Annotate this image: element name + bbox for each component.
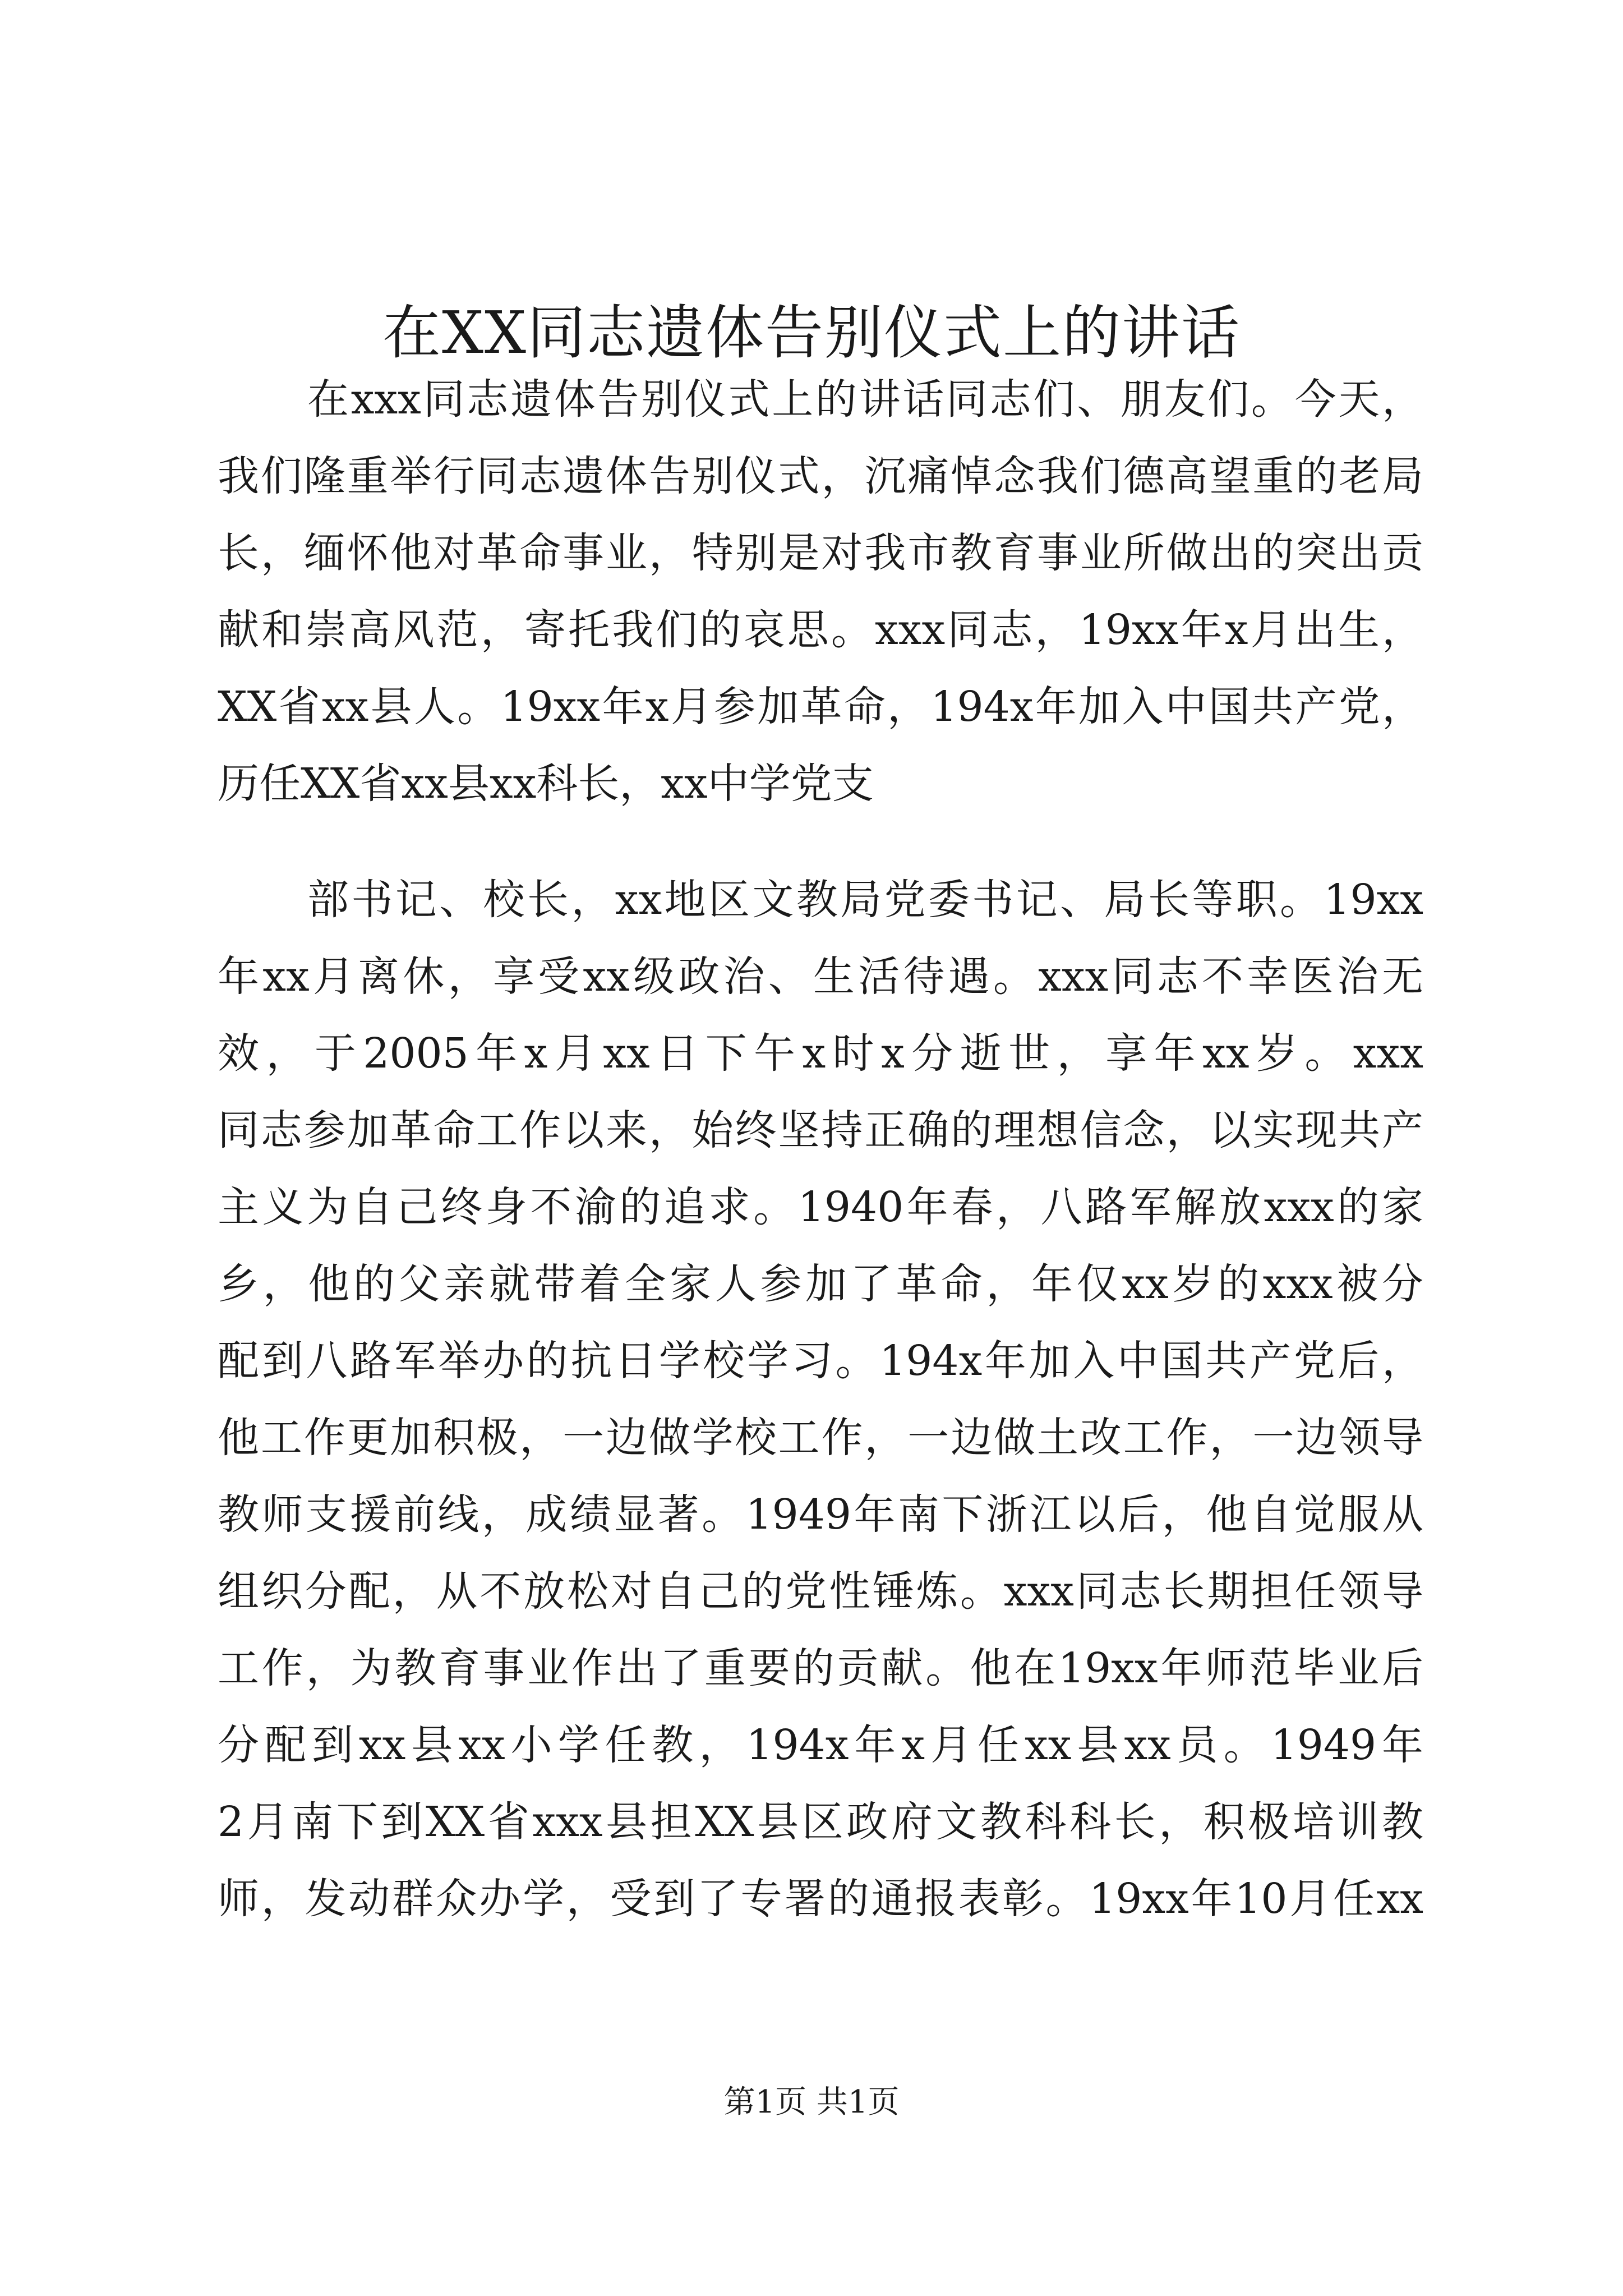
document-title: 在XX同志遗体告别仪式上的讲话 xyxy=(382,298,1241,367)
text-line: 师，发动群众办学，受到了专署的通报表彰。19xx年10月任xx xyxy=(218,1875,1423,1923)
text-line: 年xx月离休，享受xx级政治、生活待遇。xxx同志不幸医治无 xyxy=(218,953,1423,1001)
text-line: XX省xx县人。19xx年x月参加革命，194x年加入中国共产党， xyxy=(218,683,1423,731)
text-line: 乡，他的父亲就带着全家人参加了革命，年仅xx岁的xxx被分 xyxy=(218,1260,1423,1308)
text-line: 同志参加革命工作以来，始终坚持正确的理想信念，以实现共产 xyxy=(218,1106,1423,1154)
page-number: 第1页 共1页 xyxy=(723,2084,900,2120)
text-line: 2月南下到XX省xxx县担XX县区政府文教科科长，积极培训教 xyxy=(218,1798,1423,1846)
text-line: 主义为自己终身不渝的追求。1940年春，八路军解放xxx的家 xyxy=(218,1183,1423,1231)
text-line: 献和崇高风范，寄托我们的哀思。xxx同志，19xx年x月出生， xyxy=(218,606,1423,654)
text-line: 配到八路军举办的抗日学校学习。194x年加入中国共产党后， xyxy=(218,1337,1423,1385)
text-line: 长，缅怀他对革命事业，特别是对我市教育事业所做出的突出贡 xyxy=(218,529,1423,577)
text-line: 部书记、校长，xx地区文教局党委书记、局长等职。19xx xyxy=(307,876,1423,924)
text-line: 分配到xx县xx小学任教，194x年x月任xx县xx员。1949年 xyxy=(218,1721,1423,1769)
text-line: 在xxx同志遗体告别仪式上的讲话同志们、朋友们。今天， xyxy=(307,375,1423,424)
text-line: 工作，为教育事业作出了重要的贡献。他在19xx年师范毕业后 xyxy=(218,1644,1423,1692)
text-line: 效，于2005年x月xx日下午x时x分逝世，享年xx岁。xxx xyxy=(218,1029,1423,1078)
text-line: 组织分配，从不放松对自己的党性锤炼。xxx同志长期担任领导 xyxy=(218,1567,1423,1616)
text-line: 教师支援前线，成绩显著。1949年南下浙江以后，他自觉服从 xyxy=(218,1490,1423,1539)
text-line: 我们隆重举行同志遗体告别仪式，沉痛悼念我们德高望重的老局 xyxy=(218,452,1423,500)
text-line: 他工作更加积极，一边做学校工作，一边做土改工作，一边领导 xyxy=(218,1414,1423,1462)
text-line: 历任XX省xx县xx科长，xx中学党支 xyxy=(218,760,874,808)
